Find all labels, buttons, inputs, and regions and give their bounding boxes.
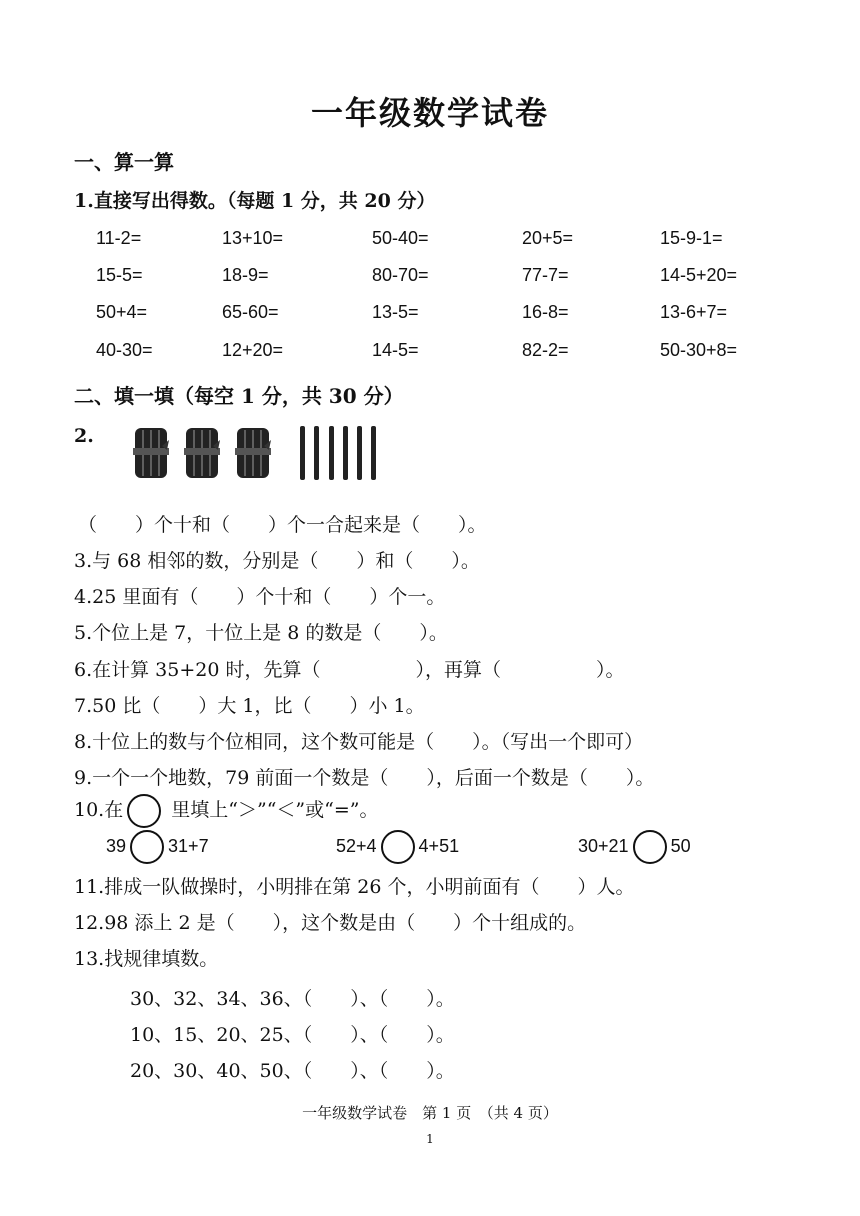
- calc-cell: 18-9=: [222, 265, 269, 285]
- page-footer: 一年级数学试卷 第 1 页 （共 4 页）: [302, 1104, 558, 1122]
- calc-cell: 12+20=: [222, 340, 284, 360]
- stick-bundle-icon: [132, 424, 170, 480]
- single-stick-icon: [329, 426, 334, 480]
- q10-suffix: 里填上“＞”“＜”或“=”。: [171, 799, 379, 821]
- calc-cell: 13+10=: [222, 228, 284, 248]
- q1-instruction: 1.直接写出得数。（每题 1 分，共 20 分）: [74, 190, 436, 212]
- single-stick-icon: [300, 426, 305, 480]
- section1-heading: 一、算一算: [74, 150, 174, 174]
- calc-cell: 14-5+20=: [660, 265, 738, 285]
- calc-cell: 15-9-1=: [660, 228, 723, 248]
- compare-right: 50: [670, 835, 691, 856]
- compare-circle-blank[interactable]: [381, 830, 415, 864]
- calc-cell: 13-6+7=: [660, 302, 728, 322]
- q6-text: 6.在计算 35+20 时，先算（ ），再算（ ）。: [74, 659, 625, 681]
- calc-cell: 50+4=: [96, 302, 148, 322]
- calc-cell: 77-7=: [522, 265, 569, 285]
- calc-cell: 82-2=: [522, 340, 569, 360]
- q4-text: 4.25 里面有（ ）个十和（ ）个一。: [74, 586, 446, 608]
- section2-heading: 二、填一填（每空 1 分，共 30 分）: [74, 384, 404, 408]
- calc-cell: 15-5=: [96, 265, 143, 285]
- page-title: 一年级数学试卷: [310, 94, 549, 132]
- q10-instruction: [74, 794, 378, 828]
- calc-cell: 14-5=: [372, 340, 419, 360]
- calc-cell: 20+5=: [522, 228, 574, 248]
- compare-left: 39: [106, 835, 127, 856]
- compare-circle-blank[interactable]: [633, 830, 667, 864]
- compare-item: [106, 830, 209, 864]
- calc-cell: 50-30+8=: [660, 340, 738, 360]
- q13-text: 13.找规律填数。: [74, 948, 219, 970]
- q2-label: 2.: [74, 425, 94, 447]
- compare-left: 52+4: [336, 835, 377, 856]
- compare-right: 31+7: [168, 835, 209, 856]
- compare-item: [336, 830, 459, 864]
- calc-cell: 50-40=: [372, 228, 429, 248]
- pattern-row: 30、32、34、36、（ ）、（ ）。: [130, 988, 455, 1010]
- q5-text: 5.个位上是 7，十位上是 8 的数是（ ）。: [74, 622, 448, 644]
- pattern-row: 20、30、40、50、（ ）、（ ）。: [130, 1060, 455, 1082]
- calc-cell: 40-30=: [96, 340, 153, 360]
- stick-bundle-icon: [183, 424, 221, 480]
- pattern-row: 10、15、20、25、（ ）、（ ）。: [130, 1024, 455, 1046]
- stick-bundles-illustration: [132, 424, 380, 484]
- q9-text: 9.一个一个地数，79 前面一个数是（ ），后面一个数是（ ）。: [74, 767, 655, 789]
- compare-circle-icon: [127, 794, 161, 828]
- compare-circle-blank[interactable]: [130, 830, 164, 864]
- calc-cell: 11-2=: [96, 228, 142, 248]
- calc-cell: 65-60=: [222, 302, 279, 322]
- single-stick-icon: [314, 426, 319, 480]
- q10-prefix: 10.在: [74, 799, 124, 821]
- single-stick-icon: [357, 426, 362, 480]
- calc-cell: 13-5=: [372, 302, 419, 322]
- calc-cell: 16-8=: [522, 302, 569, 322]
- q7-text: 7.50 比（ ）大 1，比（ ）小 1。: [74, 695, 425, 717]
- q12-text: 12.98 添上 2 是（ ），这个数是由（ ）个十组成的。: [74, 912, 587, 934]
- page-number: 1: [426, 1132, 434, 1146]
- q3-text: 3.与 68 相邻的数，分别是（ ）和（ ）。: [74, 550, 480, 572]
- compare-item: [578, 830, 691, 864]
- single-stick-icon: [343, 426, 348, 480]
- single-stick-icon: [371, 426, 376, 480]
- q8-text: 8.十位上的数与个位相同，这个数可能是（ ）。（写出一个即可）: [74, 731, 644, 753]
- compare-right: 4+51: [418, 835, 460, 856]
- q11-text: 11.排成一队做操时，小明排在第 26 个，小明前面有（ ）人。: [74, 876, 635, 898]
- compare-left: 30+21: [578, 835, 629, 856]
- stick-bundle-icon: [234, 424, 272, 480]
- q2-text: （ ）个十和（ ）个一合起来是（ ）。: [78, 514, 487, 536]
- calc-cell: 80-70=: [372, 265, 429, 285]
